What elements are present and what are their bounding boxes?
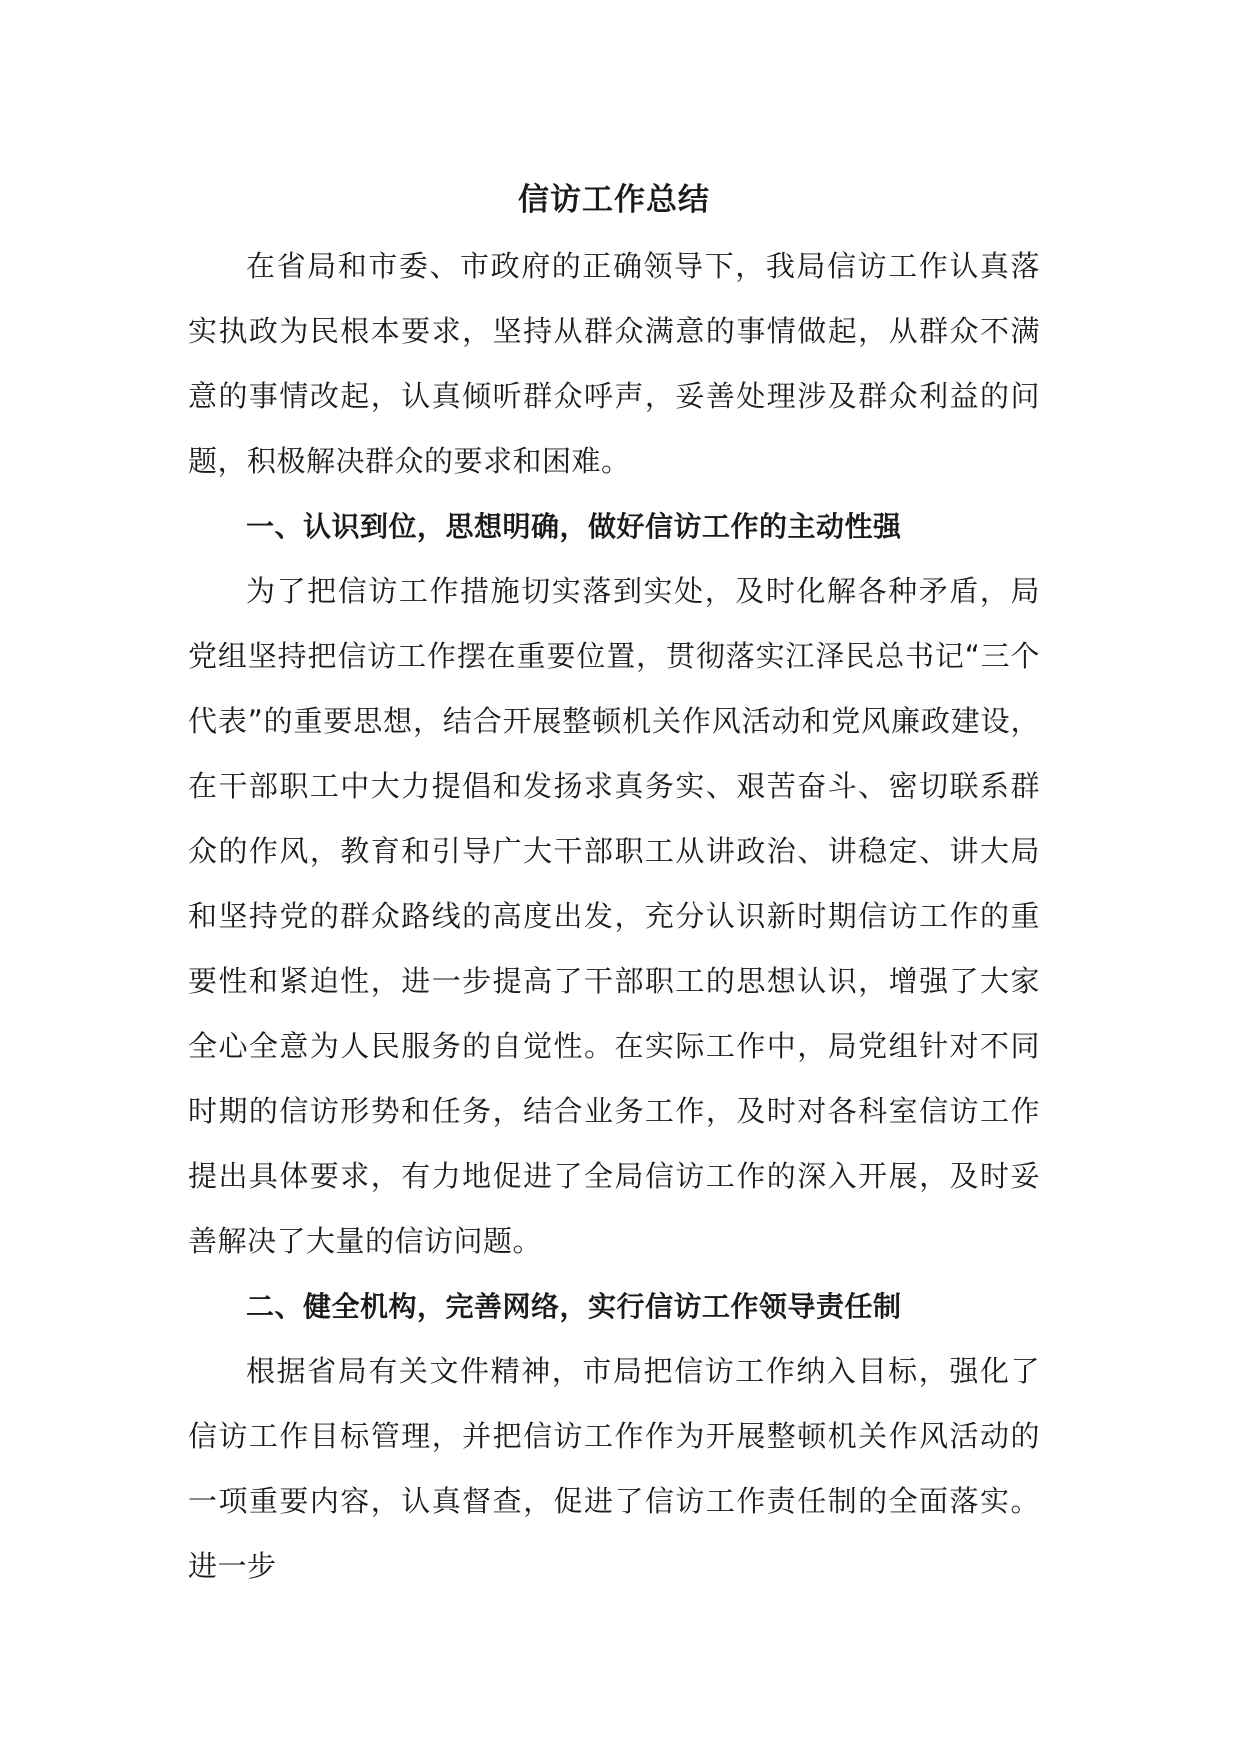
section-1-heading: 一、认识到位，思想明确，做好信访工作的主动性强 <box>246 510 902 543</box>
section-1-paragraph: 为了把信访工作措施切实落到实处，及时化解各种矛盾，局党组坚持把信访工作摆在重要位置，贯彻落实江泽民总书记“三个代表”的重要思想，结合开展整顿机关作风活动和党风廉政建设，在干部职工中大力提倡和发扬求真务实、艰苦奋斗、密切联系群众的作风，教育和引导广大干部职工从讲政治、讲稳定、讲大局和坚持党的群众路线的高度出发，充分认识新时期信访工作的重要性和紧迫性，进一步提高了干部职工的思想认识，增强了大家全心全意为人民服务的自觉性。在实际工作中，局党组针对不同时期的信访形势和任务，结合业务工作，及时对各科室信访工作提出具体要求，有力地促进了全局信访工作的深入开展，及时妥善解决了大量的信访问题。 <box>188 574 1040 1258</box>
document-title: 信访工作总结 <box>518 182 710 218</box>
intro-paragraph: 在省局和市委、市政府的正确领导下，我局信访工作认真落实执政为民根本要求，坚持从群众满意的事情做起，从群众不满意的事情改起，认真倾听群众呼声，妥善处理涉及群众利益的问题，积极解决群众的要求和困难。 <box>188 249 1040 478</box>
document-body <box>188 172 1040 1599</box>
section-2-paragraph: 根据省局有关文件精神，市局把信访工作纳入目标，强化了信访工作目标管理，并把信访工作作为开展整顿机关作风活动的一项重要内容，认真督查，促进了信访工作责任制的全面落实。进一步 <box>188 1354 1040 1583</box>
section-2-heading: 二、健全机构，完善网络，实行信访工作领导责任制 <box>246 1290 902 1323</box>
